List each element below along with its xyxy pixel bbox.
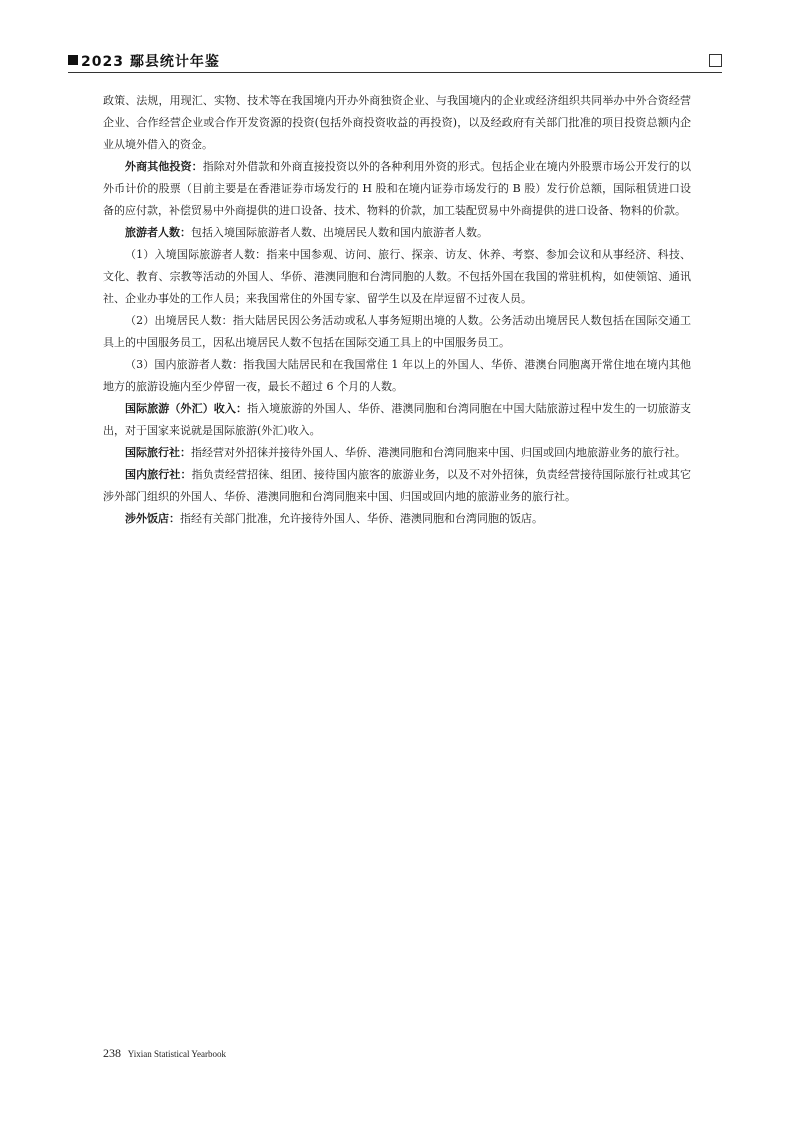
paragraph-text: 指除对外借款和外商直接投资以外的各种利用外资的形式。包括企业在境内外股票市场公开发行的以外币计价的股票（目前主要是在香港证券市场发行的 H 股和在境内证券市场发行的 B 股）发行价总额，国际租赁进口设备的应付款，补偿贸易中外商提供的进口设备、技术、物料的价款，加工装配贸易中外商提供的进口设备、物料的价款。	[103, 160, 691, 217]
paragraph-term: 国际旅行社：	[125, 446, 191, 459]
paragraph-text: （3）国内旅游者人数：指我国大陆居民和在我国常住 1 年以上的外国人、华侨、港澳台同胞离开常住地在境内其他地方的旅游设施内至少停留一夜，最长不超过 6 个月的人数。	[103, 358, 691, 393]
paragraph-text: 指负责经营招徕、组团、接待国内旅客的旅游业务，以及不对外招徕，负责经营接待国际旅行社或其它涉外部门组织的外国人、华侨、港澳同胞和台湾同胞来中国、归国或回内地的旅游业务的旅行社。	[103, 468, 692, 503]
paragraph-term: 国内旅行社：	[125, 468, 192, 481]
header-square-icon	[68, 55, 78, 65]
paragraph-tourist-count	[103, 222, 691, 244]
paragraph-term: 国际旅游（外汇）收入：	[125, 402, 248, 415]
paragraph-other-foreign-investment	[103, 156, 691, 222]
page-body	[103, 90, 691, 530]
paragraph-international-tourism-income	[103, 398, 691, 442]
page-footer	[103, 1046, 226, 1061]
paragraph-international-travel-agency	[103, 442, 691, 464]
footer-book-title: Yixian Statistical Yearbook	[127, 1049, 226, 1059]
paragraph-domestic-travel-agency	[103, 464, 691, 508]
paragraph-text: （2）出境居民人数：指大陆居民因公务活动或私人事务短期出境的人数。公务活动出境居民人数包括在国际交通工具上的中国服务员工，因私出境居民人数不包括在国际交通工具上的中国服务员工。	[103, 314, 691, 349]
paragraph-text: 指经有关部门批准，允许接待外国人、华侨、港澳同胞和台湾同胞的饭店。	[180, 512, 543, 525]
paragraph-term: 外商其他投资：	[125, 160, 203, 173]
paragraph-inbound-tourists	[103, 244, 691, 310]
header-title: 2023 鄢县统计年鉴	[81, 54, 220, 70]
running-header	[68, 50, 722, 73]
paragraph-domestic-tourists	[103, 354, 691, 398]
header-box-icon	[709, 54, 722, 67]
paragraph-text: 政策、法规，用现汇、实物、技术等在我国境内开办外商独资企业、与我国境内的企业或经济组织共同举办中外合资经营企业、合作经营企业或合作开发资源的投资(包括外商投资收益的再投资)，以及经政府有关部门批准的项目投资总额内企业从境外借入的资金。	[103, 94, 691, 151]
paragraph-fdi-continued	[103, 90, 691, 156]
paragraph-foreign-related-hotel	[103, 508, 691, 530]
paragraph-text: 包括入境国际旅游者人数、出境居民人数和国内旅游者人数。	[191, 226, 488, 239]
paragraph-outbound-residents	[103, 310, 691, 354]
page-number: 238	[103, 1046, 121, 1060]
paragraph-text: （1）入境国际旅游者人数：指来中国参观、访问、旅行、探亲、访友、休养、考察、参加会议和从事经济、科技、文化、教育、宗教等活动的外国人、华侨、港澳同胞和台湾同胞的人数。不包括外国在我国的常驻机构，如使领馆、通讯社、企业办事处的工作人员；来我国常住的外国专家、留学生以及在岸逗留不过夜人员。	[103, 248, 691, 305]
paragraph-text: 指经营对外招徕并接待外国人、华侨、港澳同胞和台湾同胞来中国、归国或回内地旅游业务的旅行社。	[191, 446, 686, 459]
paragraph-term: 旅游者人数：	[125, 226, 191, 239]
paragraph-term: 涉外饭店：	[125, 512, 180, 525]
paragraph-text: 指入境旅游的外国人、华侨、港澳同胞和台湾同胞在中国大陆旅游过程中发生的一切旅游支出，对于国家来说就是国际旅游(外汇)收入。	[103, 402, 692, 437]
